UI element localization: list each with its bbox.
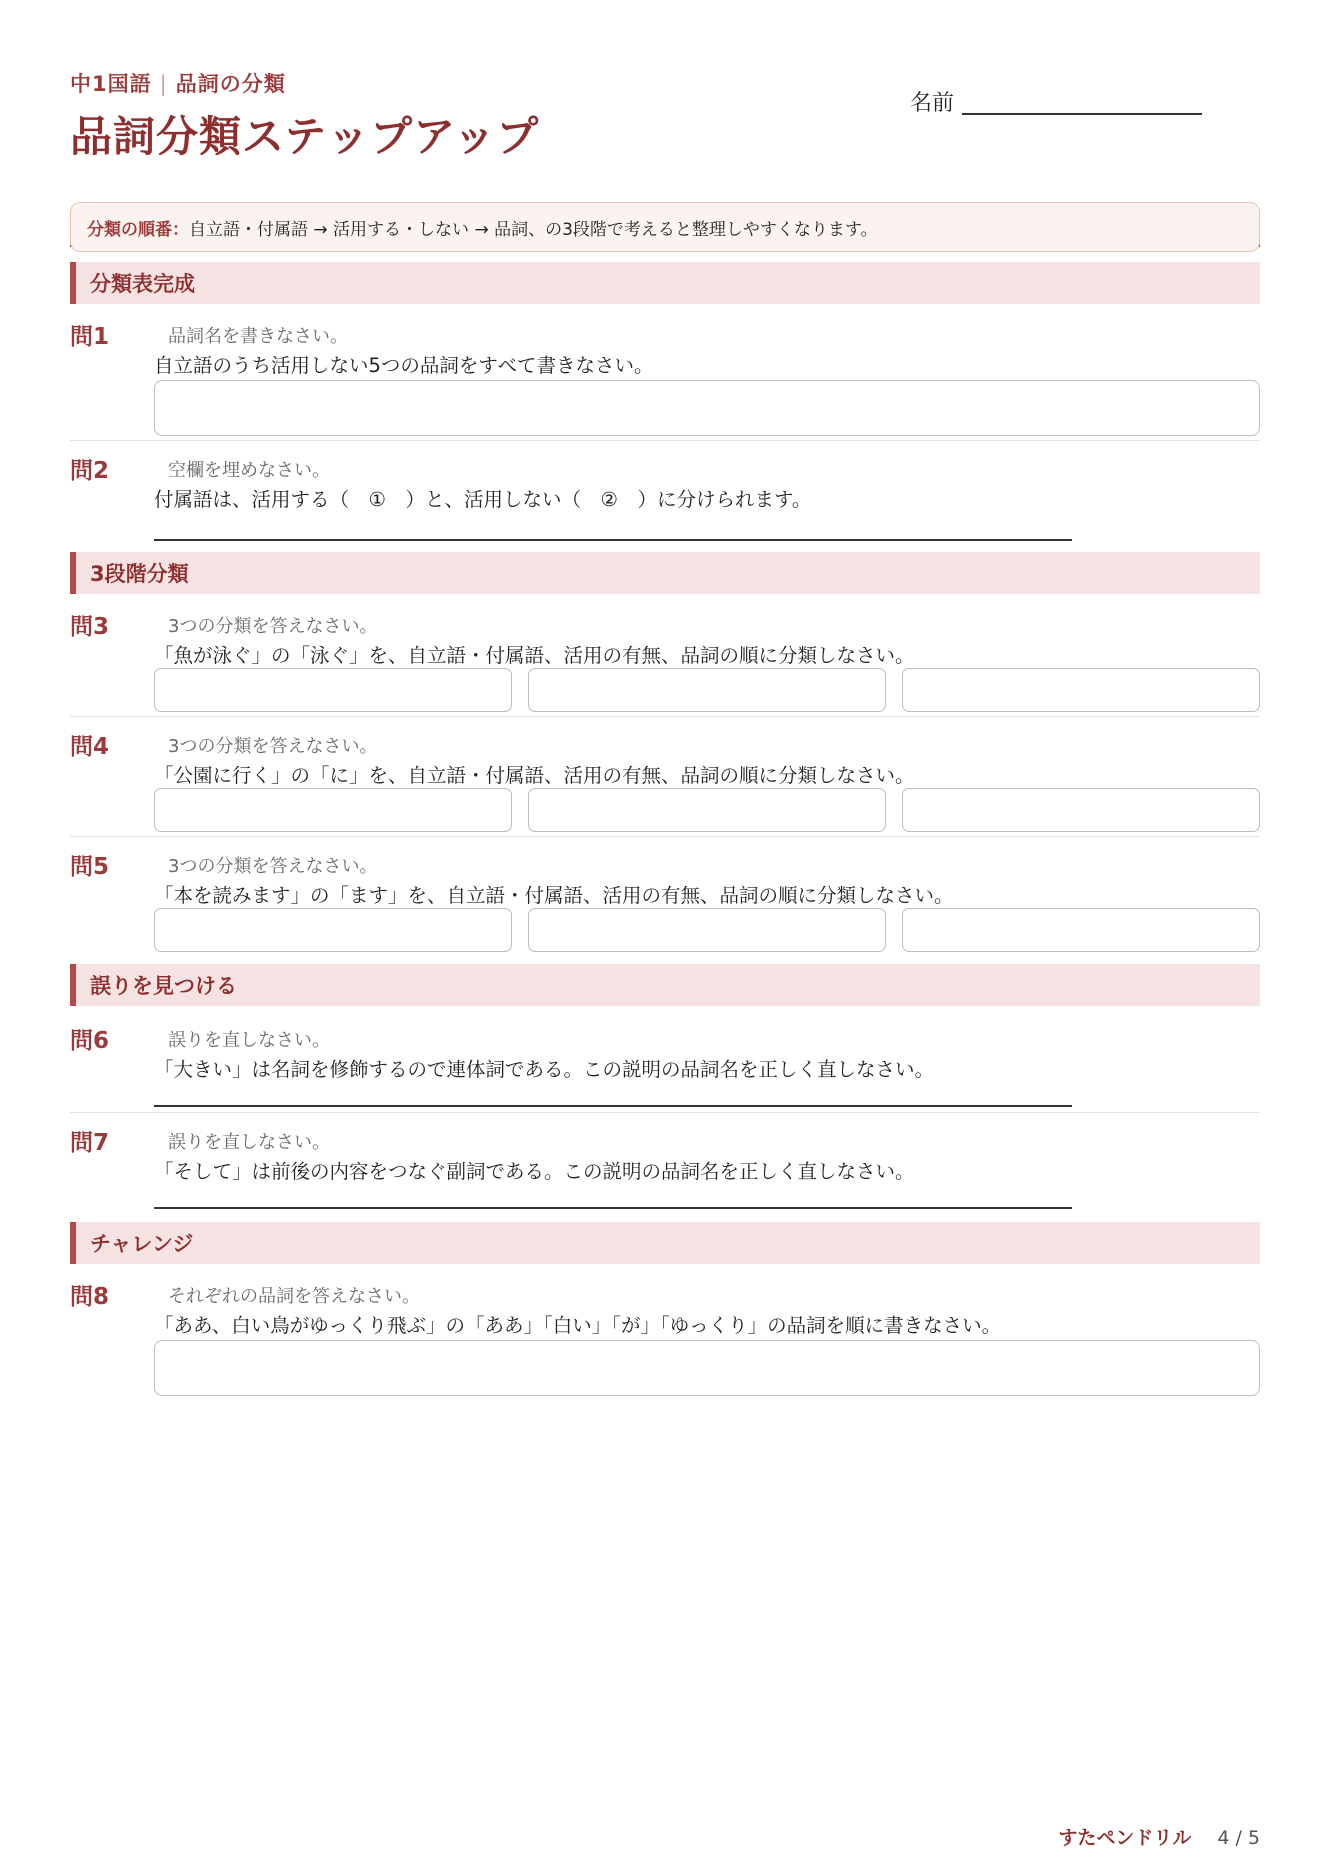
question-instruction: 3つの分類を答えなさい。 [168, 616, 378, 637]
question-number: 問7 [70, 1130, 110, 1156]
answer-cell-part-of-speech[interactable] [902, 908, 1260, 952]
section-header-classification-table: 分類表完成 [70, 262, 1260, 304]
worksheet-header [70, 68, 1260, 180]
question-text: 「魚が泳ぐ」の「泳ぐ」を、自立語・付属語、活用の有無、品詞の順に分類しなさい。 [154, 644, 915, 667]
question-instruction: 誤りを直しなさい。 [168, 1030, 330, 1051]
subject-breadcrumb [70, 68, 286, 98]
name-write-line[interactable] [962, 113, 1202, 115]
question-instruction: それぞれの品詞を答えなさい。 [168, 1286, 420, 1307]
question-number: 問8 [70, 1284, 110, 1310]
name-field [910, 86, 1202, 117]
answer-line[interactable] [154, 539, 1072, 541]
answer-line[interactable] [154, 1207, 1072, 1209]
question-instruction: 空欄を埋めなさい。 [168, 460, 330, 481]
answer-cell-part-of-speech[interactable] [902, 668, 1260, 712]
question-text: 「そして」は前後の内容をつなぐ副詞である。この説明の品詞名を正しく直しなさい。 [154, 1160, 915, 1183]
worksheet-page [70, 0, 1260, 1871]
question-text: 付属語は、活用する（ ① ）と、活用しない（ ② ）に分けられます。 [154, 488, 812, 511]
answer-line[interactable] [154, 1105, 1072, 1107]
question-divider [70, 1112, 1260, 1113]
answer-cell-conjugation[interactable] [528, 908, 886, 952]
question-text: 「公園に行く」の「に」を、自立語・付属語、活用の有無、品詞の順に分類しなさい。 [154, 764, 915, 787]
answer-cell-independence[interactable] [154, 788, 512, 832]
tip-label: 分類の順番： [87, 219, 189, 240]
question-number: 問1 [70, 324, 110, 350]
question-divider [70, 836, 1260, 837]
answer-cell-independence[interactable] [154, 908, 512, 952]
question-number: 問2 [70, 458, 110, 484]
answer-row [154, 788, 1260, 832]
question-instruction: 品詞名を書きなさい。 [168, 326, 348, 347]
question-instruction: 3つの分類を答えなさい。 [168, 856, 378, 877]
topic-label: 品詞の分類 [175, 72, 286, 96]
answer-box[interactable] [154, 1340, 1260, 1396]
tip-text: 自立語・付属語 → 活用する・しない → 品詞、の3段階で考えると整理しやすくなります。 [189, 219, 878, 240]
answer-row [154, 908, 1260, 952]
subject-label: 中1国語 [70, 72, 152, 96]
page-title: 品詞分類ステップアップ [70, 112, 540, 161]
answer-cell-independence[interactable] [154, 668, 512, 712]
question-number: 問4 [70, 734, 110, 760]
question-number: 問3 [70, 614, 110, 640]
answer-cell-part-of-speech[interactable] [902, 788, 1260, 832]
breadcrumb-separator: | [159, 72, 168, 96]
question-text: 「ああ、白い鳥がゆっくり飛ぶ」の「ああ」「白い」「が」「ゆっくり」の品詞を順に書きなさい。 [154, 1314, 1002, 1337]
question-text: 自立語のうち活用しない5つの品詞をすべて書きなさい。 [154, 354, 654, 377]
name-label: 名前 [910, 91, 955, 116]
section-header-three-step: 3段階分類 [70, 552, 1260, 594]
answer-box[interactable] [154, 380, 1260, 436]
question-divider [70, 440, 1260, 441]
page-footer [1058, 1823, 1260, 1850]
brand-label: すたペンドリル [1058, 1827, 1192, 1849]
section-header-find-errors: 誤りを見つける [70, 964, 1260, 1006]
question-text: 「大きい」は名詞を修飾するので連体詞である。この説明の品詞名を正しく直しなさい。 [154, 1058, 935, 1081]
answer-row [154, 668, 1260, 712]
question-text: 「本を読みます」の「ます」を、自立語・付属語、活用の有無、品詞の順に分類しなさい。 [154, 884, 954, 907]
question-number: 問6 [70, 1028, 110, 1054]
question-divider [70, 716, 1260, 717]
section-header-challenge: チャレンジ [70, 1222, 1260, 1264]
tip-box [70, 202, 1260, 252]
answer-cell-conjugation[interactable] [528, 788, 886, 832]
question-number: 問5 [70, 854, 110, 880]
answer-cell-conjugation[interactable] [528, 668, 886, 712]
page-number: 4 / 5 [1217, 1827, 1260, 1849]
question-instruction: 誤りを直しなさい。 [168, 1132, 330, 1153]
question-instruction: 3つの分類を答えなさい。 [168, 736, 378, 757]
